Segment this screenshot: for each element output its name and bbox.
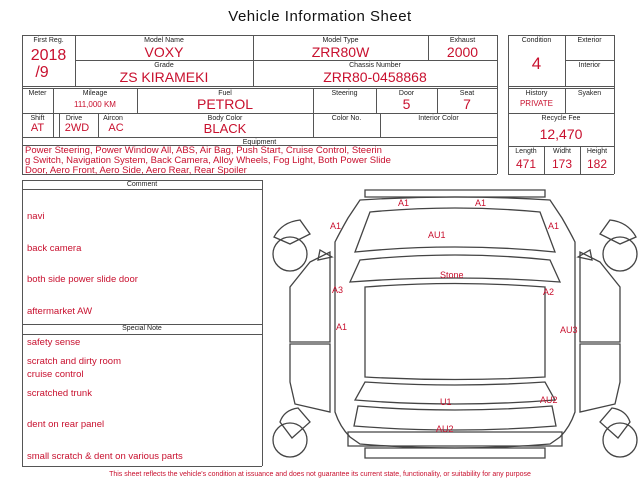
history-label: History xyxy=(525,90,548,97)
special-note-list xyxy=(27,336,183,473)
special-note-item: scratch and dirty room xyxy=(27,356,121,367)
seat-value: 7 xyxy=(463,96,471,112)
drive-value: 2WD xyxy=(64,122,90,134)
equipment-text xyxy=(25,146,497,176)
length-label: Length xyxy=(515,148,537,155)
comment-item: navi xyxy=(27,211,45,222)
body-color-value: BLACK xyxy=(203,121,247,136)
interior-label: Interior xyxy=(578,62,601,69)
aircon-label: Aircon xyxy=(103,115,123,122)
first-reg-month: /9 xyxy=(35,64,49,81)
fuel-value: PETROL xyxy=(196,96,253,112)
equipment-label: Equipment xyxy=(242,139,277,146)
model-name-value: VOXY xyxy=(144,44,184,60)
grade-value: ZS KIRAMEKI xyxy=(119,69,209,85)
meter-label: Meter xyxy=(28,90,47,97)
first-reg-label: First Reg. xyxy=(33,37,64,44)
special-note-item: scratched trunk xyxy=(27,387,92,399)
width-value: 173 xyxy=(551,157,573,171)
comment-item: both side power slide door xyxy=(27,274,138,285)
damage-door-front-left: A3 xyxy=(332,285,344,295)
steering-label: Steering xyxy=(331,90,358,97)
door-value: 5 xyxy=(402,96,411,112)
model-type-label: Model Type xyxy=(322,37,359,44)
damage-trunk: U1 xyxy=(440,397,452,407)
equipment-line: Door, Aero Front, Aero Side, Aero Rear, Rear Spoiler xyxy=(25,165,247,176)
door-label: Door xyxy=(398,90,415,97)
damage-rear-right: AU2 xyxy=(540,395,558,405)
drive-label: Drive xyxy=(65,115,83,122)
aircon-value: AC xyxy=(108,122,124,134)
seat-label: Seat xyxy=(459,90,475,97)
length-value: 471 xyxy=(515,157,537,171)
syaken-label: Syaken xyxy=(577,90,602,97)
disclaimer-footer: This sheet reflects the vehicle's condition at issuance and does not guarantee its current state, functionality, or suitability for any purpose xyxy=(109,471,531,478)
interior-color-label: Interior Color xyxy=(418,115,459,122)
damage-front-left: A1 xyxy=(398,198,410,208)
damage-front-right: A1 xyxy=(475,198,487,208)
damage-fender-right: A1 xyxy=(548,221,560,231)
page-title: Vehicle Information Sheet xyxy=(228,8,412,25)
shift-label: Shift xyxy=(30,115,45,122)
height-value: 182 xyxy=(586,157,608,171)
condition-label: Condition xyxy=(521,37,552,44)
damage-door-rear-right: AU3 xyxy=(560,325,578,335)
special-note-item: dent on rear panel xyxy=(27,419,105,430)
exhaust-value: 2000 xyxy=(446,44,479,60)
exterior-label: Exterior xyxy=(577,37,602,44)
comment-item: cruise control xyxy=(27,368,84,380)
condition-value: 4 xyxy=(531,54,542,73)
damage-door-front-right: A2 xyxy=(543,287,555,297)
recycle-fee-value: 12,470 xyxy=(539,126,583,142)
comment-item: safety sense xyxy=(27,337,81,348)
model-name-label: Model Name xyxy=(144,37,184,44)
damage-hood: AU1 xyxy=(428,230,446,240)
recycle-fee-label: Recycle Fee xyxy=(541,115,581,122)
mileage-label: Mileage xyxy=(82,90,108,97)
chassis-number-label: Chassis Number xyxy=(349,62,401,69)
equipment-line: g Switch, Navigation System, Back Camera, Alloy Wheels, Fog Light, Both Power Slide xyxy=(25,155,391,166)
comment-item: back camera xyxy=(27,242,82,254)
comment-label: Comment xyxy=(126,181,158,188)
damage-roof: Stone xyxy=(440,270,464,280)
car-damage-diagram xyxy=(270,182,640,472)
special-note-item: small scratch & dent on various parts xyxy=(27,450,183,462)
grade-label: Grade xyxy=(154,62,174,69)
damage-rear-bumper: AU2 xyxy=(436,424,454,434)
shift-value: AT xyxy=(30,122,45,134)
comment-item: aftermarket AW xyxy=(27,305,93,317)
damage-fender-left: A1 xyxy=(330,221,342,231)
equipment-line: Power Steering, Power Window All, ABS, Air Bag, Push Start, Cruise Control, Steerin xyxy=(25,145,382,156)
model-type-value: ZRR80W xyxy=(311,44,370,60)
mileage-value: 111,000 KM xyxy=(74,100,116,109)
first-reg-year: 2018 xyxy=(30,47,67,64)
chassis-number-value: ZRR80-0458868 xyxy=(323,69,427,85)
damage-door-rear-left: A1 xyxy=(336,322,348,332)
body-color-label: Body Color xyxy=(207,115,243,122)
special-note-label: Special Note xyxy=(122,325,162,332)
width-label: Widht xyxy=(553,148,571,155)
history-value: PRIVATE xyxy=(519,99,554,108)
exhaust-label: Exhaust xyxy=(449,37,476,44)
height-label: Height xyxy=(586,148,608,155)
fuel-label: Fuel xyxy=(218,90,232,97)
color-no-label: Color No. xyxy=(331,115,362,122)
